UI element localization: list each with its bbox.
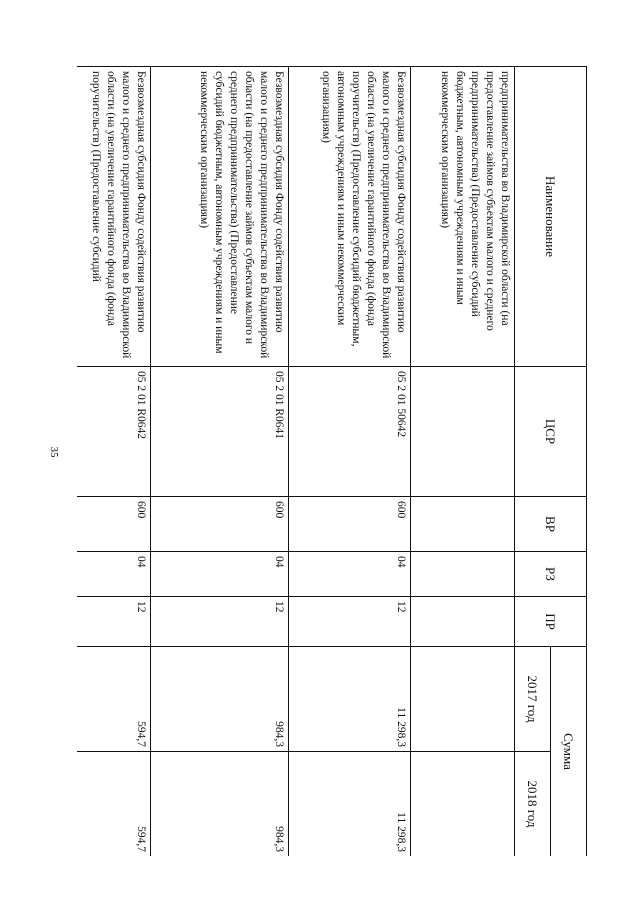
page-number: 35 bbox=[48, 446, 60, 458]
cell-2018: 594,7 bbox=[77, 752, 151, 857]
cell-pr: 12 bbox=[77, 597, 151, 647]
cell-pr: 12 bbox=[289, 597, 411, 647]
table-row bbox=[77, 67, 151, 857]
header-pr: ПР bbox=[515, 597, 587, 647]
header-vr: ВР bbox=[515, 497, 587, 552]
rotated-table bbox=[77, 66, 587, 856]
table-header bbox=[515, 67, 587, 857]
cell-rz: 04 bbox=[151, 552, 289, 597]
cell-vr: 600 bbox=[77, 497, 151, 552]
cell-rz bbox=[411, 552, 515, 597]
header-2018: 2018 год bbox=[515, 752, 551, 857]
table-row bbox=[151, 67, 289, 857]
cell-csr bbox=[411, 367, 515, 497]
cell-csr: 05 2 01 R0641 bbox=[151, 367, 289, 497]
table-body bbox=[77, 67, 515, 857]
header-sum: Сумма bbox=[551, 647, 587, 857]
cell-2018: 11 298,3 bbox=[289, 752, 411, 857]
header-2017: 2017 год bbox=[515, 647, 551, 752]
cell-rz: 04 bbox=[289, 552, 411, 597]
cell-pr bbox=[411, 597, 515, 647]
cell-csr: 05 2 01 50642 bbox=[289, 367, 411, 497]
cell-2018: 984,3 bbox=[151, 752, 289, 857]
table-row bbox=[289, 67, 411, 857]
table-row bbox=[411, 67, 515, 857]
cell-csr: 05 2 01 R0642 bbox=[77, 367, 151, 497]
table-container bbox=[77, 66, 587, 856]
cell-name: Безвозмездная субсидия Фонду содействия развитию малого и среднего предпринимательства во Владимирской области (на увеличение гарантийного фонда (фонда поручительств) (Предоставление субсидий bbox=[77, 67, 151, 367]
cell-2018 bbox=[411, 752, 515, 857]
cell-rz: 04 bbox=[77, 552, 151, 597]
header-csr: ЦСР bbox=[515, 367, 587, 497]
cell-pr: 12 bbox=[151, 597, 289, 647]
cell-name: предпринимательства во Владимирской области (на предоставление займов субъектам малого и среднего предпринимательства) (Предоставление субсидий бюджетным, автономным учреждениям и иным некоммерческим организациям) bbox=[411, 67, 515, 367]
cell-vr: 600 bbox=[289, 497, 411, 552]
budget-table bbox=[77, 66, 587, 856]
cell-2017: 11 298,3 bbox=[289, 647, 411, 752]
cell-name: Безвозмездная субсидия Фонду содействия развитию малого и среднего предпринимательства во Владимирской области (на увеличение гарантийного фонда (фонда поручительств) (Предоставление субсидий бюджетным, автономным учреждениям и иным некоммерческим организациям) bbox=[289, 67, 411, 367]
cell-2017: 984,3 bbox=[151, 647, 289, 752]
cell-vr: 600 bbox=[151, 497, 289, 552]
cell-2017 bbox=[411, 647, 515, 752]
header-name: Наименование bbox=[515, 67, 587, 367]
cell-name: Безвозмездная субсидия Фонду содействия развитию малого и среднего предпринимательства во Владимирской области (на предоставление займов субъектам малого и среднего предпринимательства) (Предоставление субсидий бюджетным, автономным учреждениям и иным некоммерческим организациям) bbox=[151, 67, 289, 367]
header-rz: РЗ bbox=[515, 552, 587, 597]
cell-vr bbox=[411, 497, 515, 552]
cell-2017: 594,7 bbox=[77, 647, 151, 752]
